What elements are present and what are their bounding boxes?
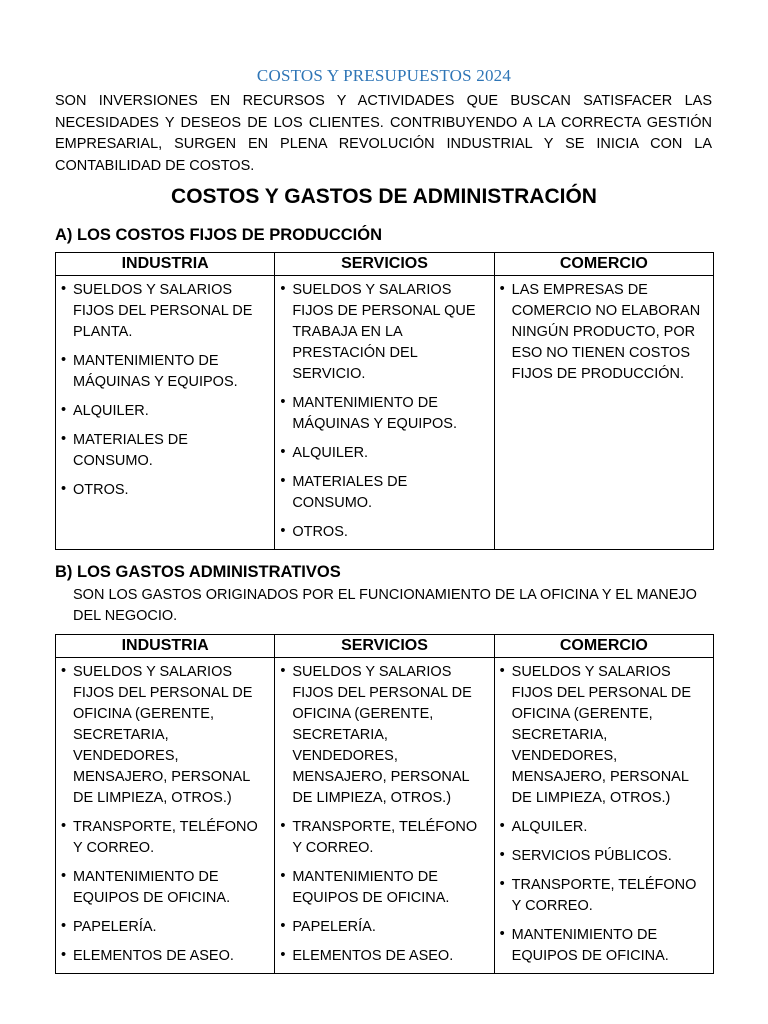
item-list (60, 662, 270, 967)
column-header-servicios: SERVICIOS (275, 253, 494, 276)
list-item-text: SUELDOS Y SALARIOS FIJOS DEL PERSONAL DE OFICINA (GERENTE, SECRETARIA, VENDEDORES, MENSAJERO, PERSONAL DE LIMPIEZA, OTROS.) (73, 664, 253, 806)
column-header-comercio: COMERCIO (494, 635, 713, 658)
list-item (60, 430, 270, 472)
bullet-icon: • (61, 663, 67, 679)
admin-expenses-table (55, 634, 714, 974)
list-item-text: MANTENIMIENTO DE EQUIPOS DE OFICINA. (73, 869, 231, 906)
item-list (279, 280, 489, 543)
column-header-industria: INDUSTRIA (56, 635, 275, 658)
bullet-icon: • (61, 431, 67, 447)
list-item-text: SUELDOS Y SALARIOS FIJOS DEL PERSONAL DE OFICINA (GERENTE, SECRETARIA, VENDEDORES, MENSAJERO, PERSONAL DE LIMPIEZA, OTROS.) (511, 664, 692, 806)
section-a-heading: A) LOS COSTOS FIJOS DE PRODUCCIÓN (55, 226, 382, 244)
list-item (60, 280, 270, 343)
item-list (499, 662, 709, 967)
list-item (499, 925, 709, 967)
list-item (60, 817, 270, 859)
main-heading: COSTOS Y GASTOS DE ADMINISTRACIÓN (171, 185, 597, 208)
cell-comercio (494, 658, 713, 974)
list-item-text: ELEMENTOS DE ASEO. (73, 948, 234, 964)
section-b-heading: B) LOS GASTOS ADMINISTRATIVOS (55, 563, 341, 581)
list-item-text: ALQUILER. (511, 819, 588, 835)
list-item (60, 351, 270, 393)
cell-comercio (494, 276, 713, 550)
list-item-text: MANTENIMIENTO DE MÁQUINAS Y EQUIPOS. (292, 395, 457, 432)
list-item-text: SUELDOS Y SALARIOS FIJOS DEL PERSONAL DE OFICINA (GERENTE, SECRETARIA, VENDEDORES, MENSAJERO, PERSONAL DE LIMPIEZA, OTROS.) (292, 664, 472, 806)
list-item (499, 875, 709, 917)
bullet-icon: • (280, 947, 286, 963)
bullet-icon: • (61, 352, 67, 368)
item-list (499, 280, 709, 385)
list-item-text: OTROS. (292, 524, 348, 540)
bullet-icon: • (280, 473, 286, 489)
list-item (60, 662, 270, 809)
list-item (279, 917, 489, 938)
bullet-icon: • (499, 281, 505, 297)
bullet-icon: • (280, 444, 286, 460)
table-header-row (56, 253, 714, 276)
list-item (499, 662, 709, 809)
bullet-icon: • (280, 523, 286, 539)
bullet-icon: • (499, 818, 505, 834)
column-header-industria: INDUSTRIA (56, 253, 275, 276)
cell-servicios (275, 658, 494, 974)
list-item-text: PAPELERÍA. (292, 919, 376, 935)
bullet-icon: • (61, 481, 67, 497)
bullet-icon: • (499, 663, 505, 679)
list-item (60, 480, 270, 501)
table-row (56, 658, 714, 974)
bullet-icon: • (61, 818, 67, 834)
bullet-icon: • (499, 876, 505, 892)
cell-servicios (275, 276, 494, 550)
bullet-icon: • (61, 918, 67, 934)
intro-paragraph: SON INVERSIONES EN RECURSOS Y ACTIVIDADES QUE BUSCAN SATISFACER LAS NECESIDADES Y DESEOS DE LOS CLIENTES. CONTRIBUYENDO A LA CORRECTA GESTIÓN EMPRESARIAL, SURGEN EN PLENA REVOLUCIÓN INDUSTRIAL Y SE INICIA CON LA CONTABILIDAD DE COSTOS. (55, 93, 712, 174)
list-item-text: MATERIALES DE CONSUMO. (73, 432, 188, 469)
list-item (279, 443, 489, 464)
section-b-description: SON LOS GASTOS ORIGINADOS POR EL FUNCIONAMIENTO DE LA OFICINA Y EL MANEJO DEL NEGOCIO. (73, 587, 697, 624)
bullet-icon: • (280, 818, 286, 834)
fixed-costs-table (55, 252, 714, 550)
list-item-text: TRANSPORTE, TELÉFONO Y CORREO. (73, 819, 258, 856)
list-item-text: ELEMENTOS DE ASEO. (292, 948, 454, 964)
list-item (499, 817, 709, 838)
cell-industria (56, 276, 275, 550)
list-item-text: PAPELERÍA. (73, 919, 157, 935)
list-item-text: TRANSPORTE, TELÉFONO Y CORREO. (292, 819, 478, 856)
list-item (499, 280, 709, 385)
item-list (279, 662, 489, 967)
list-item (60, 401, 270, 422)
cell-industria (56, 658, 275, 974)
list-item-text: SERVICIOS PÚBLICOS. (511, 848, 672, 864)
item-list (60, 280, 270, 501)
list-item-text: ALQUILER. (73, 403, 149, 419)
list-item (279, 472, 489, 514)
bullet-icon: • (280, 663, 286, 679)
list-item (279, 393, 489, 435)
bullet-icon: • (280, 394, 286, 410)
list-item-text: SUELDOS Y SALARIOS FIJOS DEL PERSONAL DE PLANTA. (73, 282, 253, 340)
list-item (499, 846, 709, 867)
list-item (279, 867, 489, 909)
list-item (60, 867, 270, 909)
bullet-icon: • (499, 926, 505, 942)
list-item-text: MANTENIMIENTO DE EQUIPOS DE OFICINA. (511, 927, 669, 964)
list-item (279, 946, 489, 967)
list-item (60, 917, 270, 938)
bullet-icon: • (280, 281, 286, 297)
list-item-text: OTROS. (73, 482, 129, 498)
list-item (60, 946, 270, 967)
list-item (279, 280, 489, 385)
bullet-icon: • (280, 868, 286, 884)
list-item-text: ALQUILER. (292, 445, 369, 461)
bullet-icon: • (61, 402, 67, 418)
list-item-text: MANTENIMIENTO DE EQUIPOS DE OFICINA. (292, 869, 450, 906)
document-title: COSTOS Y PRESUPUESTOS 2024 (256, 66, 512, 85)
bullet-icon: • (61, 947, 67, 963)
table-header-row (56, 635, 714, 658)
table-row (56, 276, 714, 550)
list-item (279, 817, 489, 859)
list-item (279, 522, 489, 543)
bullet-icon: • (61, 868, 67, 884)
bullet-icon: • (499, 847, 505, 863)
column-header-servicios: SERVICIOS (275, 635, 494, 658)
list-item-text: SUELDOS Y SALARIOS FIJOS DE PERSONAL QUE TRABAJA EN LA PRESTACIÓN DEL SERVICIO. (292, 282, 476, 382)
bullet-icon: • (61, 281, 67, 297)
bullet-icon: • (280, 918, 286, 934)
list-item-text: LAS EMPRESAS DE COMERCIO NO ELABORAN NINGÚN PRODUCTO, POR ESO NO TIENEN COSTOS FIJOS DE PRODUCCIÓN. (511, 282, 701, 382)
list-item-text: TRANSPORTE, TELÉFONO Y CORREO. (511, 877, 697, 914)
list-item (279, 662, 489, 809)
list-item-text: MATERIALES DE CONSUMO. (292, 474, 408, 511)
list-item-text: MANTENIMIENTO DE MÁQUINAS Y EQUIPOS. (73, 353, 238, 390)
column-header-comercio: COMERCIO (494, 253, 713, 276)
